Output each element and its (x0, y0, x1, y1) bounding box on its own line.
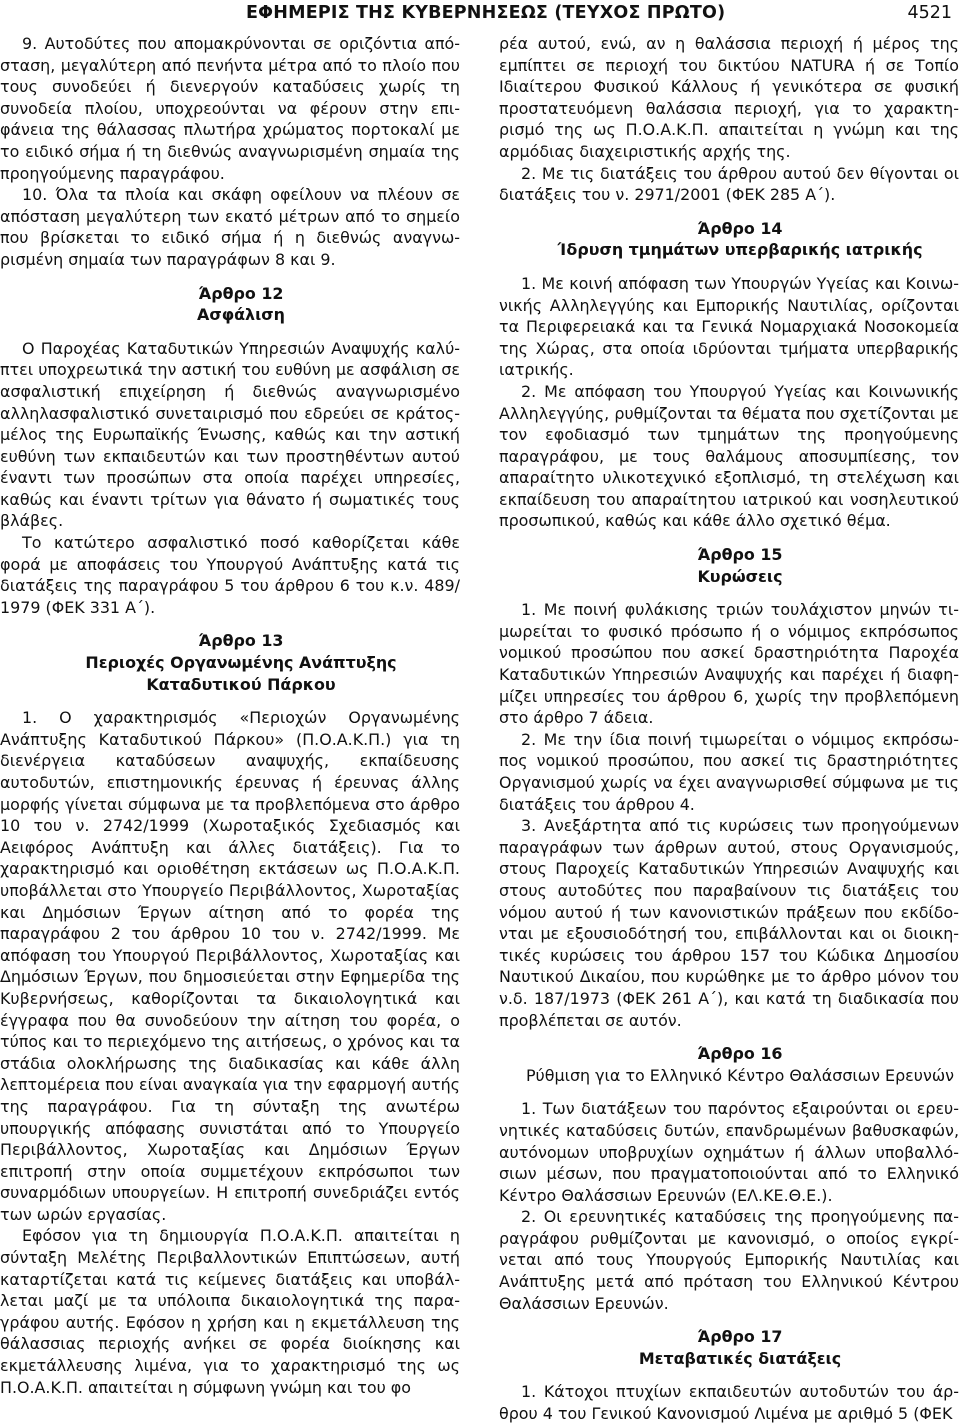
article-15-paragraph-1: 1. Με ποινή φυλάκισης τριών τουλάχιστον μηνών τιμωρείται το φυσικό πρόσωπο ή ο νόμιμος εκπρόσωπος νομικού προσώπου που ασκεί δραστηριότητα Παροχέα Καταδυτικών Υπηρεσιών Αναψυχής και παρέχει ή διαφημίζει υπηρεσίες του άρθρου 6, χωρίς την προβλεπόμενη στο άρθρο 7 άδεια. (499, 600, 959, 728)
article-14-paragraph-2: 2. Με απόφαση του Υπουργού Υγείας και Κοινωνικής Αλληλεγγύης, ρυθμίζονται τα θέματα που σχετίζονται με τον εφοδιασμό των τμημάτων της προηγούμενης παραγράφου, με τους θαλάμους αποσυμπίεσης, τον απαραίτητο υλικοτεχνικό εξοπλισμό, τη στελέχωση και εκπαίδευση του απαραίτητου ιατρικού και νοσηλευτικού προσωπικού, καθώς και κάθε άλλο σχετικό θέμα. (499, 381, 959, 531)
article-15-paragraph-2: 2. Με την ίδια ποινή τιμωρείται ο νόμιμος εκπρόσωπος νομικού προσώπου, που ασκεί τις δραστηριότητες Οργανισμού χωρίς να έχει αναγνωρισθεί σύμφωνα με τις διατάξεις του άρθρου 4. (499, 729, 959, 814)
article-16-number: Άρθρο 16 (697, 1044, 783, 1064)
article-13-title-line-1: Περιοχές Οργανωμένης Ανάπτυξης (85, 653, 397, 673)
article-12-title: Ασφάλιση (197, 305, 285, 325)
paragraph-10: 10. Όλα τα πλοία και σκάφη οφείλουν να πλέουν σε απόσταση μεγαλύτερη των εκατό μέτρων από το σημείο που βρίσκεται το ειδικό σήμα ή η διεθνώς αναγνωρισμένη σημαία των παραγράφων 8 και 9. (0, 185, 460, 269)
article-17-paragraph-1: 1. Κάτοχοι πτυχίων εκπαιδευτών αυτοδυτών του άρθρου 4 του Γενικού Κανονισμού Λιμένα με αριθμό 5 (ΦΕΚ (499, 1382, 959, 1424)
article-15-number: Άρθρο 15 (697, 545, 783, 565)
page-number: 4521 (907, 3, 952, 23)
article-16-paragraph-2: 2. Οι ερευνητικές καταδύσεις της προηγούμενης παραγράφου ρυθμίζονται με κανονισμό, ο οποίος εγκρίνεται από τους Υπουργούς Εμπορικής Ναυτιλίας και Ανάπτυξης μετά από πρόταση του Ελληνικού Κέντρου Θαλάσσιων Ερευνών. (499, 1207, 959, 1313)
paragraph-9: 9. Αυτοδύτες που απομακρύνονται σε οριζόντια απόσταση, μεγαλύτερη από πενήντα μέτρα από το πλοίο που τους συνοδεύει ή διενεργούν καταδύσεις χωρίς τη συνοδεία πλοίου, υποχρεούνται να φέρουν στην επιφάνεια της θάλασσας πλωτήρα χρώματος πορτοκαλί με το ειδικό σήμα ή τη διεθνώς αναγνωρισμένη σημαία της προηγούμενης παραγράφου. (0, 34, 460, 183)
article-13-paragraph-2: Εφόσον για τη δημιουργία Π.Ο.Α.Κ.Π. απαιτείται η σύνταξη Μελέτης Περιβαλλοντικών Επιπτώσεων, αυτή καταρτίζεται κατά τις κείμενες διατάξεις και υποβάλλεται μαζί με τα υπόλοιπα δικαιολογητικά της παραγράφου αυτής. Εφόσον η χρήση και η εκμετάλλευση της θάλασσιας περιοχής ανήκει σε φορέα διοίκησης και εκμετάλλευσης λιμένα, για το χαρακτηρισμό της ως Π.Ο.Α.Κ.Π. απαιτείται η σύμφωνη γνώμη και του φο (0, 1226, 460, 1397)
article-17-number: Άρθρο 17 (697, 1327, 783, 1347)
left-column (0, 33, 460, 1398)
article-14-title: Ίδρυση τμημάτων υπερβαρικής ιατρικής (557, 240, 923, 260)
page-header (0, 0, 960, 30)
article-16-title: Ρύθμιση για το Ελληνικό Κέντρο Θαλάσσιων Ερευνών (525, 1065, 955, 1085)
right-column (499, 33, 959, 1425)
article-17-title: Μεταβατικές διατάξεις (638, 1348, 842, 1368)
article-12-paragraph-1: Ο Παροχέας Καταδυτικών Υπηρεσιών Αναψυχής καλύπτει υποχρεωτικά την αστική του ευθύνη με ασφάλιση σε ασφαλιστική επιχείρηση ή διεθνώς αναγνωρισμένο αλληλασφαλιστικό συνεταιρισμό που εδρεύει σε κράτος-μέλος της Ευρωπαϊκής Ένωσης, καθώς και την αστική ευθύνη των εκπαιδευτών και των προστηθέντων αυτού έναντι των προσώπων στα οποία παρέχει υπηρεσίες, καθώς και έναντι τρίτων για θάνατο ή σωματικές τους βλάβες. (0, 338, 460, 531)
article-13-paragraph-2-final: 2. Με τις διατάξεις του άρθρου αυτού δεν θίγονται οι διατάξεις του ν. 2971/2001 (ΦΕΚ 285 Α΄). (499, 163, 959, 205)
article-13-title-line-2: Καταδυτικού Πάρκου (146, 674, 336, 694)
article-12-number: Άρθρο 12 (198, 283, 284, 303)
article-14-paragraph-1: 1. Με κοινή απόφαση των Υπουργών Υγείας και Κοινωνικής Αλληλεγγύης και Εμπορικής Ναυτιλίας, ορίζονται τα Περιφερειακά και τα Γενικά Νομαρχιακά Νοσοκομεία της Χώρας, στα οποία ιδρύονται τμήματα υπερβαρικής ιατρικής. (499, 273, 959, 380)
article-12-paragraph-2: Το κατώτερο ασφαλιστικό ποσό καθορίζεται κάθε φορά με αποφάσεις του Υπουργού Ανάπτυξης κατά τις διατάξεις της παραγράφου 5 του άρθρου 6 του κ.ν. 489/ 1979 (ΦΕΚ 331 Α΄). (0, 533, 460, 617)
continued-paragraph: ρέα αυτού, ενώ, αν η θαλάσσια περιοχή ή μέρος της εμπίπτει σε περιοχή του δικτύου NATURA ή σε Τοπίο Ιδιαίτερου Φυσικού Κάλλους ή γενικότερα σε φυσική προστατευόμενη θαλάσσια περιοχή, για το χαρακτηρισμό της ως Π.Ο.Α.Κ.Π. απαιτείται η γνώμη και της αρμόδιας διαχειριστικής αρχής της. (499, 34, 959, 161)
article-13-paragraph-1: 1. Ο χαρακτηρισμός «Περιοχών Οργανωμένης Ανάπτυξης Καταδυτικού Πάρκου» (Π.Ο.Α.Κ.Π.) για τη διενέργεια καταδύσεων αναψυχής, εκπαίδευσης αυτοδυτών, επιστημονικής έρευνας ή έρευνας άλλης μορφής γίνεται σύμφωνα με τα προβλεπόμενα στο άρθρο 10 του ν. 2742/1999 (Χωροταξικός Σχεδιασμός και Αειφόρος Ανάπτυξη και άλλες διατάξεις). Για το χαρακτηρισμό και οριοθέτηση εκτάσεων ως Π.Ο.Α.Κ.Π. υποβάλλεται στο Υπουργείο Περιβάλλοντος, Χωροταξίας και Δημόσιων Έργων αίτηση από το φορέα της παραγράφου 2 του άρθρου 10 του ν. 2742/1999. Με απόφαση του Υπουργού Περιβάλλοντος, Χωροταξίας και Δημόσιων Έργων, που δημοσιεύεται στην Εφημερίδα της Κυβερνήσεως, καθορίζονται τα δικαιολογητικά και έγγραφα που θα συνοδεύουν την αίτηση του φορέα, ο τύπος και το περιεχόμενο της αιτήσεως, ο χρόνος και τα στάδια ολοκλήρωσης της διαδικασίας και κάθε άλλη λεπτομέρεια που είναι αναγκαία για την εφαρμογή αυτής της παραγράφου. Για τη σύνταξη της ανωτέρω υπουργικής απόφασης συνιστάται από το Υπουργείο Περιβάλλοντος, Χωροταξίας και Δημόσιων Έργων επιτροπή στην οποία συμμετέχουν εκπρόσωποι των συναρμόδιων υπουργείων. Η επιτροπή συνεδριάζει εντός των ωρών εργασίας. (0, 708, 460, 1224)
article-14-number: Άρθρο 14 (697, 218, 783, 238)
article-13-number: Άρθρο 13 (198, 631, 284, 651)
article-16-paragraph-1: 1. Των διατάξεων του παρόντος εξαιρούνται οι ερευνητικές καταδύσεις δυτών, επανδρωμένων βαθυσκαφών, αυτόνομων υποβρυχίων οχημάτων ή άλλων υποβαλλόσιων μέσων, που πραγματοποιούνται από το Ελληνικό Κέντρο Θαλάσσιων Ερευνών (ΕΛ.ΚΕ.Θ.Ε.). (499, 1099, 959, 1205)
article-15-title: Κυρώσεις (697, 566, 783, 586)
article-15-paragraph-3: 3. Ανεξάρτητα από τις κυρώσεις των προηγούμενων παραγράφων των άρθρων αυτού, στους Οργανισμούς, στους Παροχείς Καταδυτικών Υπηρεσιών Αναψυχής και στους αυτοδύτες που παραβαίνουν τις διατάξεις του νόμου αυτού ή των κανονιστικών πράξεων που εκδίδονται με εξουσιοδότησή του, επιβάλλονται και οι διοικητικές κυρώσεις του άρθρου 157 του Κώδικα Δημοσίου Ναυτικού Δικαίου, που κυρώθηκε με το άρθρο μόνον του ν.δ. 187/1973 (ΦΕΚ 261 Α΄), και κατά τη διαδικασία που προβλέπεται σε αυτόν. (499, 816, 959, 1030)
gazette-title: ΕΦΗΜΕΡΙΣ ΤΗΣ ΚΥΒΕΡΝΗΣΕΩΣ (ΤΕΥΧΟΣ ΠΡΩΤΟ) (246, 3, 726, 23)
